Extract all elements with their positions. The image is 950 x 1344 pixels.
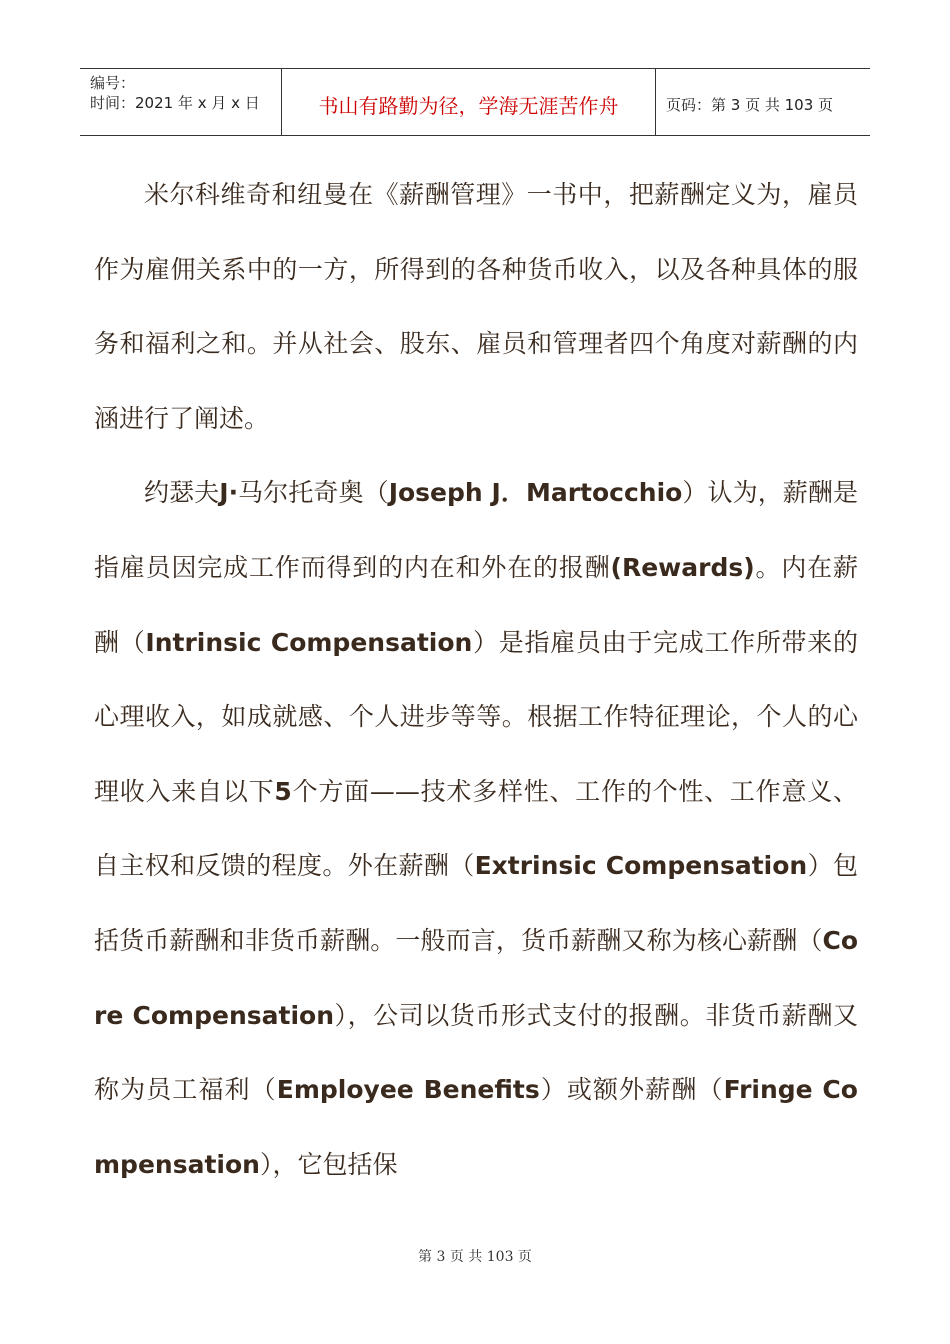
paragraph-1-text: 米尔科维奇和纽曼在《薪酬管理》一书中，把薪酬定义为，雇员作为雇佣关系中的一方，所得到的各种货币收入，以及各种具体的服务和福利之和。并从社会、股东、雇员和管理者四个角度对薪酬的内涵进行了阐述。: [94, 180, 858, 433]
page-footer: 第 3 页 共 103 页: [418, 1249, 532, 1265]
text-segment: 个方面——技术多样性、工作的个性、工作意义、自主权和反馈的程度。外在薪酬（: [94, 776, 858, 881]
paragraph-1: [94, 158, 858, 456]
text-segment: 约瑟夫: [144, 478, 220, 508]
page-header: [80, 68, 870, 136]
latin-term: Extrinsic Compensation: [474, 851, 808, 881]
latin-term: Fringe Compensation: [94, 1075, 858, 1179]
text-segment: ）包括货币薪酬和非货币薪酬。一般而言，货币薪酬又称为核心薪酬（: [94, 851, 858, 955]
header-meta: [80, 69, 282, 135]
latin-term: Joseph J．Martocchio: [388, 478, 683, 508]
header-motto: 书山有路勤为径，学海无涯苦作舟: [282, 69, 656, 135]
document-body: [94, 158, 858, 1202]
text-segment: ）是指雇员由于完成工作所带来的心理收入，如成就感、个人进步等等。根据工作特征理论，个人的心理收入来自以下: [94, 627, 858, 806]
latin-term: Intrinsic Compensation: [145, 627, 473, 657]
paragraph-2: [94, 456, 858, 1202]
document-time: 时间：2021 年 x 月 x 日: [90, 94, 260, 112]
latin-term: J·: [219, 478, 239, 508]
text-segment: ）或额外薪酬（: [539, 1075, 724, 1105]
latin-term: Employee Benefits: [276, 1075, 540, 1105]
header-page-info: 页码：第 3 页 共 103 页: [666, 95, 834, 114]
text-segment: ），公司以货币形式支付的报酬。非货币薪酬又称为员工福利（: [94, 1000, 858, 1105]
text-segment: 马尔托奇奥（: [238, 478, 389, 508]
text-segment: ），它包括保: [259, 1149, 398, 1179]
text-segment: 。内在薪酬（: [94, 552, 858, 657]
text-segment: ）认为，薪酬是指雇员因完成工作而得到的内在和外在的报酬: [94, 478, 858, 582]
latin-term: Core Compensation: [94, 925, 858, 1030]
latin-term: (Rewards): [610, 552, 755, 582]
document-code-label: 编号：: [90, 74, 136, 92]
latin-term: 5: [274, 776, 292, 806]
